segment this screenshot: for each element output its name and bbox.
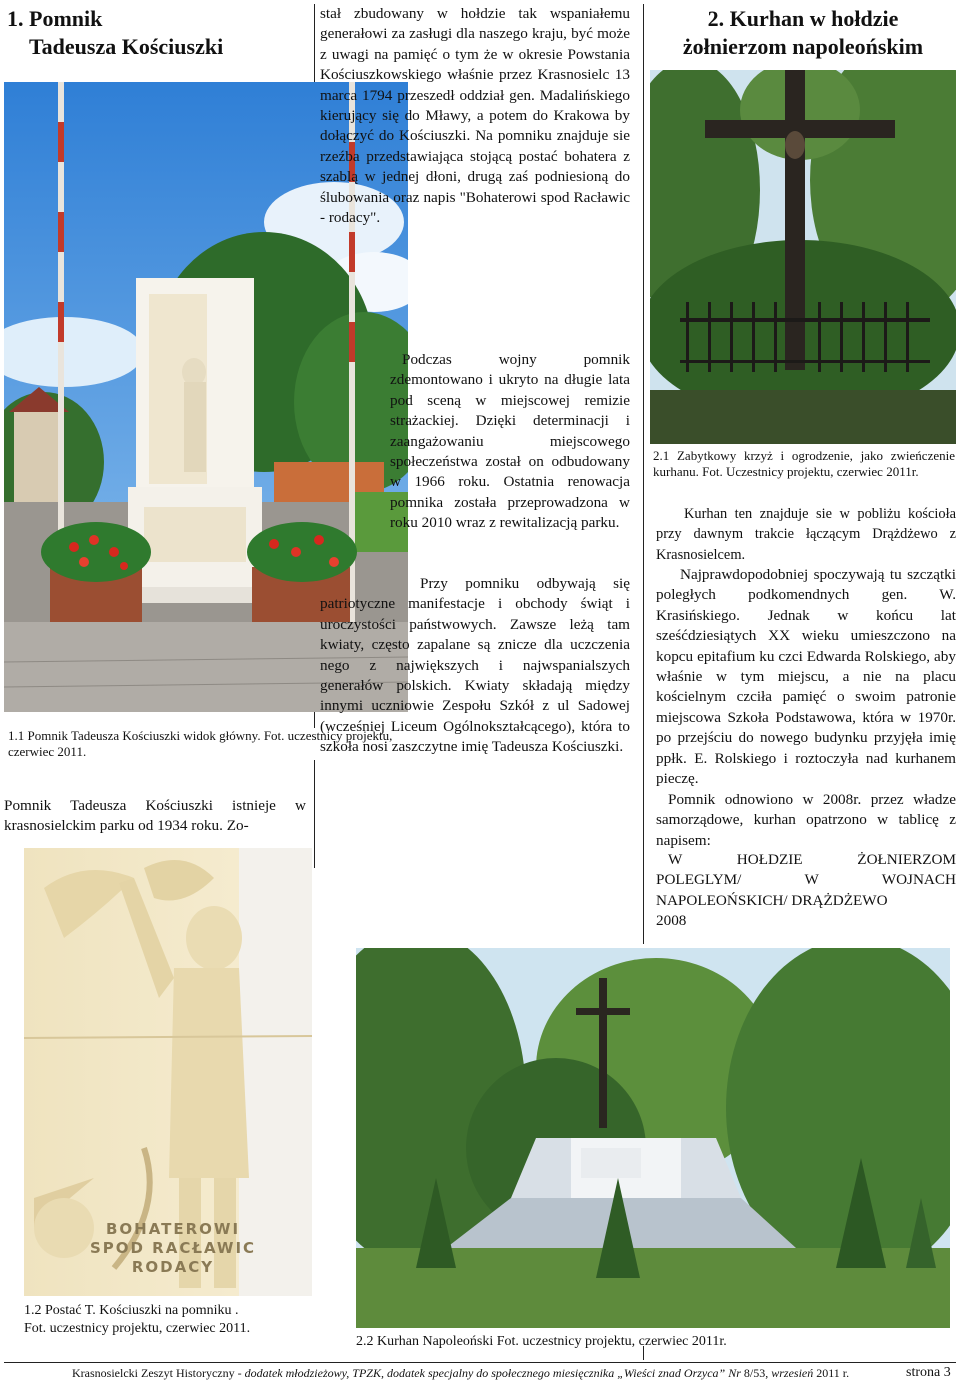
section2-paragraph-1 — [656, 504, 956, 565]
photo-cross-and-fence — [650, 70, 956, 444]
section2-paragraph-3 — [656, 790, 956, 851]
section2-para1-text: Kurhan ten znajduje sie w pobliżu kościoła przy dawnym trakcie łączącym Drążdżewo z Krasnosielcem. — [656, 506, 956, 563]
footer-publication: Krasnosielcki Zeszyt Historyczny - — [72, 1366, 245, 1380]
section2-title — [650, 5, 956, 61]
section2-title-line2: żołnierzom napoleońskim — [682, 34, 924, 59]
middle-para3-text: Przy pomniku odbywają się patriotyczne manifestacje i obchody świąt i uroczystości państwowych. Zawsze leżą tam kwiaty, często zapalane są znicze dla uczczenia nego z największych i najwspanialszych generałów polskich. Kwiaty składają między innymi uczniowie Zespołu Szkół z ul Sadowej (wcześniej Liceum Ogólnokształcącego), która to szkoła nosi zaszczytne imię Tadeusza Kościuszki. — [320, 575, 630, 756]
caption-2-1: 2.1 Zabytkowy krzyż i ogrodzenie, jako zwieńczenie kurhanu. Fot. Uczestnicy projektu, czerwiec 2011r. — [653, 448, 955, 479]
middle-para2-text: Podczas wojny pomnik zdemontowano i ukryto na długie lata pod sceną w miejscowej remizie strażackiej. Dzięki determinacji i zaangażowaniu miejscowego społeczeństwa został on odbudowany w 1966 roku. Ostatnia renowacja pomnika została przeprowadzona w roku 2010 wraz z rewitalizacją parku. — [390, 351, 630, 532]
kurhan-inscription-line2: POLEGLYM/ W WOJNACH — [656, 871, 956, 889]
middle-para1-text: stał zbudowany w hołdzie tak wspaniałemu generałowi za zasługi dla naszego kraju, być może z uwagi na pamięć o tym że w okresie Powstania Kościuszkowskiego właśnie przez Krasnosielc 13 marca 1794 przeszedł oddział gen. Madalińskiego kierujący się do Mławy, a potem do Krakowa by dołączyć do Kościuszki. Na pomniku znajduje sie rzeźba przedstawiająca stojącą postać bohatera z szablą w jednej dłoni, drugą zaś podniesioną do ślubowania oraz napis "Bohaterowi spod Racławic - rodacy". — [320, 5, 630, 227]
figure-inscription-line2: SPOD RACŁAWIC — [89, 1239, 257, 1257]
section2-para2-text: Najprawdopodobniej spoczywają tu szczątki poległych podkomendnych gen. W. Krasińskiego. Jednak w końcu lat sześćdziesiątych XX wieku umieszczono na kopcu epitafium ku czci Edwarda Rolskiego, aby właśnie w tym miejscu, a nie na placu kościelnym czciła pamięć o swoim patronie miejscowa Szkoła Podstawowa, która w 1970r. po przejściu do nowego budynku przyjęła imię ppłk. E. Rolskiego i roztoczyła nad kurhanem pieczę. — [656, 566, 956, 788]
caption-1-2 — [24, 1302, 314, 1338]
section2-para3-text: Pomnik odnowiono w 2008r. przez władze samorządowe, kurhan opatrzono w tablicę z napisem: — [656, 791, 956, 849]
page-footer — [72, 1366, 956, 1381]
section1-title-line1: 1. Pomnik — [7, 6, 103, 31]
middle-paragraph-2 — [390, 350, 630, 534]
footer-issue: 8/53, — [740, 1366, 772, 1380]
footer-description: dodatek młodzieżowy, TPZK, dodatek specjalny do społecznego miesięcznika „Wieści znad Orzyca” Nr — [244, 1366, 741, 1380]
caption-1-2-line1: 1.2 Postać T. Kościuszki na pomniku . — [24, 1303, 239, 1318]
footer-year: 2011 r. — [813, 1366, 850, 1380]
figure-inscription-line3: RODACY — [131, 1258, 215, 1276]
photo-kurhan — [356, 948, 950, 1328]
section2-title-line1: 2. Kurhan w hołdzie — [707, 6, 899, 31]
kurhan-inscription-line4: 2008 — [656, 912, 687, 930]
kurhan-inscription — [656, 850, 956, 932]
caption-2-2: 2.2 Kurhan Napoleoński Fot. uczestnicy projektu, czerwiec 2011r. — [356, 1334, 727, 1349]
caption-1-1: 1.1 Pomnik Tadeusza Kościuszki widok główny. Fot. uczestnicy projektu, czerwiec 2011. — [8, 728, 408, 760]
figure-inscription — [88, 1220, 258, 1277]
section2-paragraph-2 — [656, 565, 956, 789]
page-number: strona 3 — [906, 1365, 951, 1380]
caption-1-2-line2: Fot. uczestnicy projektu, czerwiec 2011. — [24, 1321, 251, 1336]
section1-title-line2: Tadeusza Kościuszki — [29, 34, 224, 59]
footer-rule — [4, 1362, 956, 1363]
section1-title — [7, 5, 307, 61]
kurhan-inscription-line3: NAPOLEOŃSKICH/ DRĄŻDŻEWO — [656, 891, 888, 909]
column-divider-right — [643, 4, 644, 944]
middle-paragraph-3 — [320, 574, 630, 758]
figure-inscription-line1: BOHATEROWI — [105, 1220, 241, 1238]
footer-month: wrzesień — [771, 1366, 814, 1380]
kurhan-inscription-line1: W HOŁDZIE ŻOŁNIERZOM — [668, 851, 956, 868]
section1-intro: Pomnik Tadeusza Kościuszki istnieje w krasnosielckim parku od 1934 roku. Zo- — [4, 797, 306, 835]
photo-kosciuszko-figure — [24, 848, 312, 1296]
middle-paragraph-1 — [320, 4, 630, 228]
